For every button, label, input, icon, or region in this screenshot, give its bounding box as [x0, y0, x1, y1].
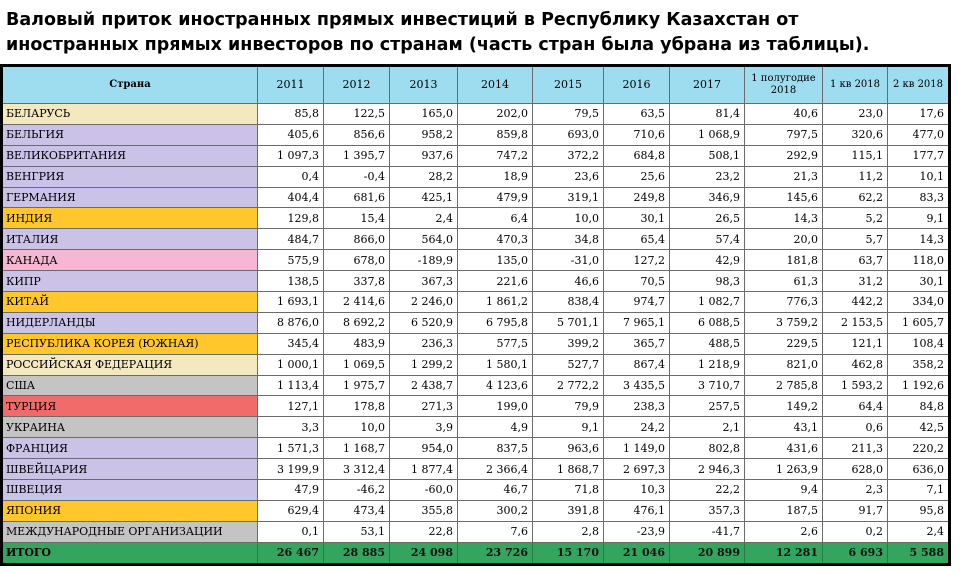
value-cell: 2,6 [745, 521, 823, 542]
header-cell: 2015 [533, 66, 604, 104]
value-cell: 628,0 [823, 459, 888, 480]
value-cell: 399,2 [533, 333, 604, 354]
value-cell: 79,9 [533, 396, 604, 417]
value-cell: 6 795,8 [458, 312, 533, 333]
value-cell: 470,3 [458, 229, 533, 250]
value-cell: 710,6 [604, 124, 670, 145]
country-name: ГЕРМАНИЯ [2, 187, 258, 208]
country-name: РЕСПУБЛИКА КОРЕЯ (ЮЖНАЯ) [2, 333, 258, 354]
value-cell: 115,1 [823, 145, 888, 166]
value-cell: 42,9 [670, 250, 745, 271]
value-cell: 9,4 [745, 480, 823, 501]
value-cell: 479,9 [458, 187, 533, 208]
value-cell: 1 861,2 [458, 292, 533, 313]
value-cell: 3 759,2 [745, 312, 823, 333]
value-cell: 127,1 [258, 396, 324, 417]
table-row [2, 166, 950, 187]
table-row [2, 292, 950, 313]
value-cell: 15,4 [324, 208, 390, 229]
value-cell: 4 123,6 [458, 375, 533, 396]
value-cell: 1 068,9 [670, 124, 745, 145]
value-cell: 85,8 [258, 104, 324, 125]
table-row [2, 459, 950, 480]
value-cell: 476,1 [604, 500, 670, 521]
total-label: ИТОГО [2, 542, 258, 564]
value-cell: 483,9 [324, 333, 390, 354]
value-cell: 462,8 [823, 354, 888, 375]
value-cell: 40,6 [745, 104, 823, 125]
value-cell: 26,5 [670, 208, 745, 229]
value-cell: 3,3 [258, 417, 324, 438]
country-name: ЯПОНИЯ [2, 500, 258, 521]
table-row [2, 124, 950, 145]
table-body [2, 104, 950, 565]
value-cell: 488,5 [670, 333, 745, 354]
table-row [2, 521, 950, 542]
value-cell: 866,0 [324, 229, 390, 250]
value-cell: 187,5 [745, 500, 823, 521]
value-cell: 21,3 [745, 166, 823, 187]
value-cell: 1 069,5 [324, 354, 390, 375]
value-cell: 0,1 [258, 521, 324, 542]
value-cell: 46,6 [533, 271, 604, 292]
value-cell: 0,2 [823, 521, 888, 542]
value-cell: 21 046 [604, 542, 670, 564]
value-cell: 10,3 [604, 480, 670, 501]
value-cell: 2 697,3 [604, 459, 670, 480]
value-cell: 2 246,0 [390, 292, 458, 313]
value-cell: 24 098 [390, 542, 458, 564]
value-cell: 129,8 [258, 208, 324, 229]
value-cell: 867,4 [604, 354, 670, 375]
value-cell: 1 192,6 [888, 375, 950, 396]
value-cell: 1 299,2 [390, 354, 458, 375]
value-cell: 1 571,3 [258, 438, 324, 459]
table-row [2, 312, 950, 333]
title-line-2: иностранных прямых инвесторов по странам (часть стран была убрана из таблицы). [6, 35, 870, 55]
value-cell: 98,3 [670, 271, 745, 292]
value-cell: -46,2 [324, 480, 390, 501]
value-cell: 9,1 [533, 417, 604, 438]
value-cell: 365,7 [604, 333, 670, 354]
value-cell: 64,4 [823, 396, 888, 417]
value-cell: 4,9 [458, 417, 533, 438]
value-cell: 18,9 [458, 166, 533, 187]
value-cell: 337,8 [324, 271, 390, 292]
value-cell: 575,9 [258, 250, 324, 271]
value-cell: 20 899 [670, 542, 745, 564]
value-cell: 26 467 [258, 542, 324, 564]
value-cell: 6 520,9 [390, 312, 458, 333]
country-name: США [2, 375, 258, 396]
value-cell: 43,1 [745, 417, 823, 438]
country-name: КИПР [2, 271, 258, 292]
value-cell: 2,3 [823, 480, 888, 501]
value-cell: 358,2 [888, 354, 950, 375]
header-cell: 2016 [604, 66, 670, 104]
value-cell: 229,5 [745, 333, 823, 354]
value-cell: 79,5 [533, 104, 604, 125]
value-cell: 23,6 [533, 166, 604, 187]
table-row [2, 354, 950, 375]
value-cell: 404,4 [258, 187, 324, 208]
value-cell: -23,9 [604, 521, 670, 542]
value-cell: 484,7 [258, 229, 324, 250]
value-cell: 3 435,5 [604, 375, 670, 396]
value-cell: 473,4 [324, 500, 390, 521]
value-cell: 118,0 [888, 250, 950, 271]
value-cell: 127,2 [604, 250, 670, 271]
table-row [2, 145, 950, 166]
value-cell: 6 693 [823, 542, 888, 564]
value-cell: 165,0 [390, 104, 458, 125]
value-cell: 220,2 [888, 438, 950, 459]
country-name: НИДЕРЛАНДЫ [2, 312, 258, 333]
country-name: ИНДИЯ [2, 208, 258, 229]
value-cell: 319,1 [533, 187, 604, 208]
value-cell: 821,0 [745, 354, 823, 375]
value-cell: 11,2 [823, 166, 888, 187]
table-row [2, 271, 950, 292]
value-cell: 5 701,1 [533, 312, 604, 333]
value-cell: 958,2 [390, 124, 458, 145]
country-name: ШВЕЙЦАРИЯ [2, 459, 258, 480]
value-cell: 83,3 [888, 187, 950, 208]
value-cell: 63,5 [604, 104, 670, 125]
value-cell: 3 312,4 [324, 459, 390, 480]
value-cell: 797,5 [745, 124, 823, 145]
value-cell: 1 693,1 [258, 292, 324, 313]
value-cell: 108,4 [888, 333, 950, 354]
country-name: ШВЕЦИЯ [2, 480, 258, 501]
country-name: БЕЛЬГИЯ [2, 124, 258, 145]
value-cell: 61,3 [745, 271, 823, 292]
table-row [2, 375, 950, 396]
value-cell: 145,6 [745, 187, 823, 208]
value-cell: 577,5 [458, 333, 533, 354]
value-cell: 629,4 [258, 500, 324, 521]
total-row [2, 542, 950, 564]
value-cell: 30,1 [888, 271, 950, 292]
investment-table [0, 64, 951, 566]
country-name: МЕЖДУНАРОДНЫЕ ОРГАНИЗАЦИИ [2, 521, 258, 542]
value-cell: 345,4 [258, 333, 324, 354]
value-cell: 300,2 [458, 500, 533, 521]
value-cell: 681,6 [324, 187, 390, 208]
value-cell: 856,6 [324, 124, 390, 145]
value-cell: 81,4 [670, 104, 745, 125]
header-cell: 1 полугодие 2018 [745, 66, 823, 104]
table-row [2, 208, 950, 229]
country-name: КИТАЙ [2, 292, 258, 313]
value-cell: 7,6 [458, 521, 533, 542]
value-cell: 357,3 [670, 500, 745, 521]
value-cell: 211,3 [823, 438, 888, 459]
header-cell: 2 кв 2018 [888, 66, 950, 104]
value-cell: 1 868,7 [533, 459, 604, 480]
value-cell: 1 580,1 [458, 354, 533, 375]
value-cell: 3 710,7 [670, 375, 745, 396]
value-cell: 9,1 [888, 208, 950, 229]
value-cell: -41,7 [670, 521, 745, 542]
header-cell: 2013 [390, 66, 458, 104]
value-cell: 91,7 [823, 500, 888, 521]
value-cell: 508,1 [670, 145, 745, 166]
value-cell: 3,9 [390, 417, 458, 438]
value-cell: 1 975,7 [324, 375, 390, 396]
value-cell: 42,5 [888, 417, 950, 438]
value-cell: 963,6 [533, 438, 604, 459]
value-cell: 15 170 [533, 542, 604, 564]
value-cell: 6,4 [458, 208, 533, 229]
value-cell: 8 876,0 [258, 312, 324, 333]
value-cell: 135,0 [458, 250, 533, 271]
value-cell: 65,4 [604, 229, 670, 250]
value-cell: 84,8 [888, 396, 950, 417]
value-cell: 34,8 [533, 229, 604, 250]
value-cell: 1 113,4 [258, 375, 324, 396]
value-cell: 2,4 [888, 521, 950, 542]
table-row [2, 480, 950, 501]
header-cell: 2017 [670, 66, 745, 104]
value-cell: 937,6 [390, 145, 458, 166]
value-cell: 678,0 [324, 250, 390, 271]
value-cell: 405,6 [258, 124, 324, 145]
table-row [2, 500, 950, 521]
value-cell: 838,4 [533, 292, 604, 313]
value-cell: 62,2 [823, 187, 888, 208]
value-cell: 477,0 [888, 124, 950, 145]
value-cell: 802,8 [670, 438, 745, 459]
value-cell: 249,8 [604, 187, 670, 208]
value-cell: 6 088,5 [670, 312, 745, 333]
value-cell: 1 395,7 [324, 145, 390, 166]
value-cell: 95,8 [888, 500, 950, 521]
value-cell: 2 366,4 [458, 459, 533, 480]
table-row [2, 417, 950, 438]
value-cell: 2 772,2 [533, 375, 604, 396]
value-cell: 28 885 [324, 542, 390, 564]
value-cell: 1 263,9 [745, 459, 823, 480]
value-cell: 1 082,7 [670, 292, 745, 313]
value-cell: 271,3 [390, 396, 458, 417]
table-row [2, 333, 950, 354]
value-cell: 693,0 [533, 124, 604, 145]
value-cell: 24,2 [604, 417, 670, 438]
value-cell: 1 168,7 [324, 438, 390, 459]
value-cell: 346,9 [670, 187, 745, 208]
value-cell: 391,8 [533, 500, 604, 521]
value-cell: 10,0 [533, 208, 604, 229]
value-cell: 149,2 [745, 396, 823, 417]
value-cell: 2 785,8 [745, 375, 823, 396]
value-cell: 320,6 [823, 124, 888, 145]
value-cell: 238,3 [604, 396, 670, 417]
value-cell: 636,0 [888, 459, 950, 480]
value-cell: 20,0 [745, 229, 823, 250]
value-cell: 31,2 [823, 271, 888, 292]
header-cell: 2011 [258, 66, 324, 104]
value-cell: 8 692,2 [324, 312, 390, 333]
value-cell: 0,4 [258, 166, 324, 187]
value-cell: 372,2 [533, 145, 604, 166]
country-name: ИТАЛИЯ [2, 229, 258, 250]
value-cell: 12 281 [745, 542, 823, 564]
table-row [2, 396, 950, 417]
value-cell: 14,3 [745, 208, 823, 229]
value-cell: 202,0 [458, 104, 533, 125]
country-name: УКРАИНА [2, 417, 258, 438]
table-row [2, 187, 950, 208]
table-row [2, 250, 950, 271]
value-cell: 257,5 [670, 396, 745, 417]
value-cell: 46,7 [458, 480, 533, 501]
country-name: ФРАНЦИЯ [2, 438, 258, 459]
header-cell: 2012 [324, 66, 390, 104]
header-cell: 2014 [458, 66, 533, 104]
page-title [6, 8, 956, 58]
value-cell: 14,3 [888, 229, 950, 250]
value-cell: 334,0 [888, 292, 950, 313]
value-cell: 7 965,1 [604, 312, 670, 333]
title-line-1: Валовый приток иностранных прямых инвестиций в Республику Казахстан от [6, 10, 799, 30]
value-cell: 71,8 [533, 480, 604, 501]
value-cell: 7,1 [888, 480, 950, 501]
value-cell: 2 153,5 [823, 312, 888, 333]
value-cell: 23,0 [823, 104, 888, 125]
country-name: КАНАДА [2, 250, 258, 271]
value-cell: -60,0 [390, 480, 458, 501]
value-cell: -0,4 [324, 166, 390, 187]
value-cell: 367,3 [390, 271, 458, 292]
table-row [2, 438, 950, 459]
value-cell: 355,8 [390, 500, 458, 521]
value-cell: 527,7 [533, 354, 604, 375]
value-cell: 3 199,9 [258, 459, 324, 480]
value-cell: 2,8 [533, 521, 604, 542]
value-cell: 25,6 [604, 166, 670, 187]
header-cell: Страна [2, 66, 258, 104]
value-cell: 2 946,3 [670, 459, 745, 480]
value-cell: 1 877,4 [390, 459, 458, 480]
value-cell: 181,8 [745, 250, 823, 271]
header-cell: 1 кв 2018 [823, 66, 888, 104]
value-cell: 5,7 [823, 229, 888, 250]
value-cell: 0,6 [823, 417, 888, 438]
value-cell: 138,5 [258, 271, 324, 292]
value-cell: 63,7 [823, 250, 888, 271]
value-cell: 2 438,7 [390, 375, 458, 396]
value-cell: 23,2 [670, 166, 745, 187]
value-cell: 1 149,0 [604, 438, 670, 459]
value-cell: 5,2 [823, 208, 888, 229]
value-cell: 10,1 [888, 166, 950, 187]
value-cell: 442,2 [823, 292, 888, 313]
value-cell: 22,8 [390, 521, 458, 542]
value-cell: 10,0 [324, 417, 390, 438]
value-cell: 30,1 [604, 208, 670, 229]
value-cell: 2,4 [390, 208, 458, 229]
value-cell: -189,9 [390, 250, 458, 271]
value-cell: 199,0 [458, 396, 533, 417]
value-cell: 776,3 [745, 292, 823, 313]
country-name: РОССИЙСКАЯ ФЕДЕРАЦИЯ [2, 354, 258, 375]
value-cell: 122,5 [324, 104, 390, 125]
value-cell: 747,2 [458, 145, 533, 166]
value-cell: 177,7 [888, 145, 950, 166]
value-cell: 53,1 [324, 521, 390, 542]
value-cell: 837,5 [458, 438, 533, 459]
value-cell: 5 588 [888, 542, 950, 564]
value-cell: 1 000,1 [258, 354, 324, 375]
country-name: ВЕЛИКОБРИТАНИЯ [2, 145, 258, 166]
value-cell: 22,2 [670, 480, 745, 501]
value-cell: 17,6 [888, 104, 950, 125]
value-cell: 2 414,6 [324, 292, 390, 313]
value-cell: 23 726 [458, 542, 533, 564]
value-cell: 70,5 [604, 271, 670, 292]
country-name: ТУРЦИЯ [2, 396, 258, 417]
value-cell: 1 605,7 [888, 312, 950, 333]
value-cell: 1 218,9 [670, 354, 745, 375]
value-cell: 2,1 [670, 417, 745, 438]
value-cell: 292,9 [745, 145, 823, 166]
country-name: ВЕНГРИЯ [2, 166, 258, 187]
value-cell: 425,1 [390, 187, 458, 208]
value-cell: 859,8 [458, 124, 533, 145]
value-cell: 221,6 [458, 271, 533, 292]
value-cell: 178,8 [324, 396, 390, 417]
value-cell: 47,9 [258, 480, 324, 501]
value-cell: 57,4 [670, 229, 745, 250]
value-cell: 564,0 [390, 229, 458, 250]
value-cell: 431,6 [745, 438, 823, 459]
value-cell: 1 593,2 [823, 375, 888, 396]
country-name: БЕЛАРУСЬ [2, 104, 258, 125]
value-cell: 28,2 [390, 166, 458, 187]
value-cell: 121,1 [823, 333, 888, 354]
value-cell: 1 097,3 [258, 145, 324, 166]
value-cell: 684,8 [604, 145, 670, 166]
header-row [2, 66, 950, 104]
value-cell: 974,7 [604, 292, 670, 313]
value-cell: -31,0 [533, 250, 604, 271]
table-row [2, 229, 950, 250]
value-cell: 954,0 [390, 438, 458, 459]
value-cell: 236,3 [390, 333, 458, 354]
table-row [2, 104, 950, 125]
